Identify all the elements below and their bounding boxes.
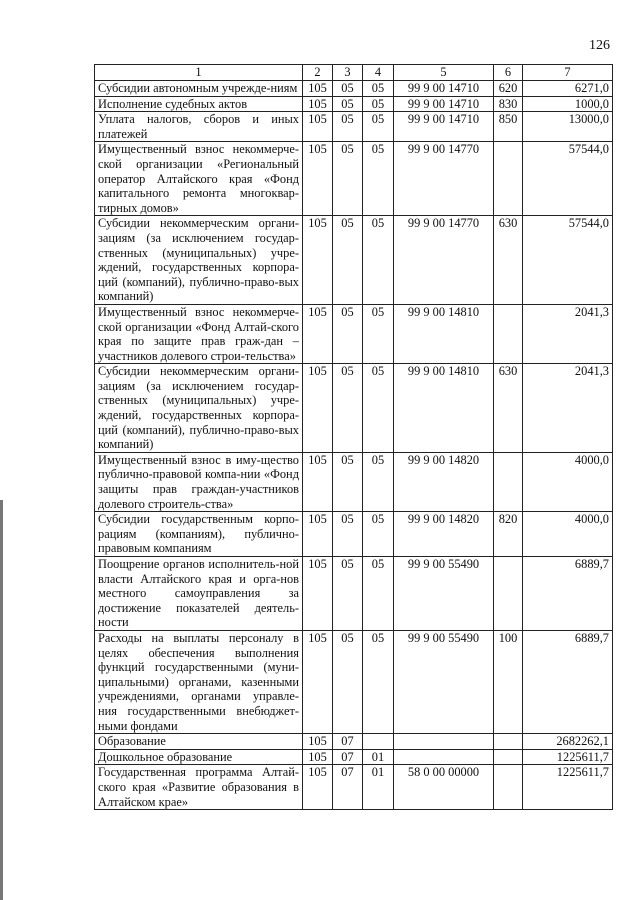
table-row [95,81,613,97]
table-header-row [95,65,613,81]
row-expense-type [494,452,523,511]
table-row [95,142,613,216]
row-amount: 57544,0 [523,142,613,216]
row-subsection: 01 [363,749,394,765]
row-expense-type: 100 [494,630,523,733]
row-section: 05 [333,112,363,142]
row-target-article: 99 9 00 14710 [394,96,494,112]
row-admin-code: 105 [303,364,333,453]
header-col-3: 3 [333,65,363,81]
row-name: Дошкольное образование [95,749,303,765]
row-name: Уплата налогов, сборов и иных платежей [95,112,303,142]
row-target-article: 99 9 00 14770 [394,142,494,216]
row-name: Имущественный взнос в иму-щество публично-правовой компа-нии «Фонд защиты прав граждан-участников долевого строитель-ства» [95,452,303,511]
row-admin-code: 105 [303,112,333,142]
table-row [95,557,613,631]
row-expense-type: 620 [494,81,523,97]
header-col-6: 6 [494,65,523,81]
row-amount: 57544,0 [523,216,613,305]
row-name: Исполнение судебных актов [95,96,303,112]
row-subsection [363,734,394,750]
row-name: Субсидии государственным корпо-рациям (компаниям), публично-правовым компаниям [95,512,303,557]
row-admin-code: 105 [303,304,333,363]
scan-edge-mark [0,500,3,900]
row-amount: 2041,3 [523,304,613,363]
row-name: Поощрение органов исполнитель-ной власти Алтайского края и орга-нов местного самоуправления за достижение показателей деятель-ности [95,557,303,631]
header-col-5: 5 [394,65,494,81]
row-section: 05 [333,304,363,363]
table-row [95,452,613,511]
row-target-article: 99 9 00 14820 [394,452,494,511]
row-subsection: 05 [363,216,394,305]
row-target-article [394,734,494,750]
row-subsection: 05 [363,630,394,733]
row-section: 05 [333,96,363,112]
row-section: 05 [333,512,363,557]
row-expense-type: 630 [494,364,523,453]
row-section: 05 [333,557,363,631]
table-row [95,304,613,363]
table-row [95,112,613,142]
row-section: 05 [333,142,363,216]
row-name: Расходы на выплаты персоналу в целях обеспечения выполнения функций государственными (муни-ципальными) органами, казенными учреждениями, органами управле-ния государственными внебюджет-ными фондами [95,630,303,733]
row-name: Имущественный взнос некоммерче-ской организации «Региональный оператор Алтайского края «Фонд капитального ремонта многоквар-тирных домов» [95,142,303,216]
table-row [95,630,613,733]
row-expense-type: 830 [494,96,523,112]
row-section: 05 [333,452,363,511]
row-subsection: 05 [363,557,394,631]
row-admin-code: 105 [303,81,333,97]
row-expense-type [494,304,523,363]
row-name: Субсидии некоммерческим органи-зациям (за исключением государ-ственных (муниципальных) учре-ждений, государственных корпора-ций (компаний), публично-право-вых компаний) [95,364,303,453]
row-amount: 2682262,1 [523,734,613,750]
row-name: Имущественный взнос некоммерче-ской организации «Фонд Алтай-ского края по защите прав граж-дан – участников долевого строи-тельства» [95,304,303,363]
row-amount: 6271,0 [523,81,613,97]
table-row [95,216,613,305]
row-section: 07 [333,734,363,750]
row-expense-type [494,765,523,810]
row-target-article: 58 0 00 00000 [394,765,494,810]
table-row [95,734,613,750]
row-subsection: 05 [363,512,394,557]
row-target-article: 99 9 00 55490 [394,557,494,631]
row-target-article: 99 9 00 14820 [394,512,494,557]
header-col-1: 1 [95,65,303,81]
row-section: 05 [333,630,363,733]
row-subsection: 05 [363,142,394,216]
row-expense-type: 820 [494,512,523,557]
table-row [95,765,613,810]
row-subsection: 05 [363,304,394,363]
row-amount: 4000,0 [523,512,613,557]
budget-table [94,64,613,810]
row-target-article: 99 9 00 14710 [394,81,494,97]
row-name: Субсидии автономным учрежде-ниям [95,81,303,97]
row-target-article [394,749,494,765]
row-amount: 2041,3 [523,364,613,453]
row-name: Государственная программа Алтай-ского края «Развитие образования в Алтайском крае» [95,765,303,810]
row-section: 05 [333,216,363,305]
table-row [95,364,613,453]
row-admin-code: 105 [303,630,333,733]
row-expense-type [494,749,523,765]
row-admin-code: 105 [303,749,333,765]
row-subsection: 05 [363,112,394,142]
row-subsection: 05 [363,96,394,112]
row-section: 07 [333,765,363,810]
row-admin-code: 105 [303,557,333,631]
row-subsection: 05 [363,452,394,511]
row-section: 05 [333,81,363,97]
row-subsection: 05 [363,364,394,453]
page-number: 126 [589,38,610,53]
row-subsection: 01 [363,765,394,810]
row-section: 07 [333,749,363,765]
row-target-article: 99 9 00 55490 [394,630,494,733]
row-amount: 6889,7 [523,557,613,631]
header-col-4: 4 [363,65,394,81]
row-expense-type [494,557,523,631]
row-expense-type [494,734,523,750]
row-amount: 1000,0 [523,96,613,112]
row-expense-type [494,142,523,216]
table-row [95,512,613,557]
row-target-article: 99 9 00 14710 [394,112,494,142]
row-amount: 1225611,7 [523,765,613,810]
row-admin-code: 105 [303,452,333,511]
row-amount: 13000,0 [523,112,613,142]
row-subsection: 05 [363,81,394,97]
row-target-article: 99 9 00 14810 [394,304,494,363]
row-amount: 4000,0 [523,452,613,511]
row-admin-code: 105 [303,142,333,216]
row-name: Субсидии некоммерческим органи-зациям (за исключением государ-ственных (муниципальных) учре-ждений, государственных корпора-ций (компаний), публично-право-вых компаний) [95,216,303,305]
row-admin-code: 105 [303,734,333,750]
header-col-2: 2 [303,65,333,81]
row-admin-code: 105 [303,216,333,305]
row-expense-type: 630 [494,216,523,305]
row-amount: 6889,7 [523,630,613,733]
row-target-article: 99 9 00 14810 [394,364,494,453]
row-admin-code: 105 [303,96,333,112]
header-col-7: 7 [523,65,613,81]
row-target-article: 99 9 00 14770 [394,216,494,305]
table-row [95,749,613,765]
row-admin-code: 105 [303,512,333,557]
row-name: Образование [95,734,303,750]
table-row [95,96,613,112]
row-amount: 1225611,7 [523,749,613,765]
row-section: 05 [333,364,363,453]
row-admin-code: 105 [303,765,333,810]
row-expense-type: 850 [494,112,523,142]
